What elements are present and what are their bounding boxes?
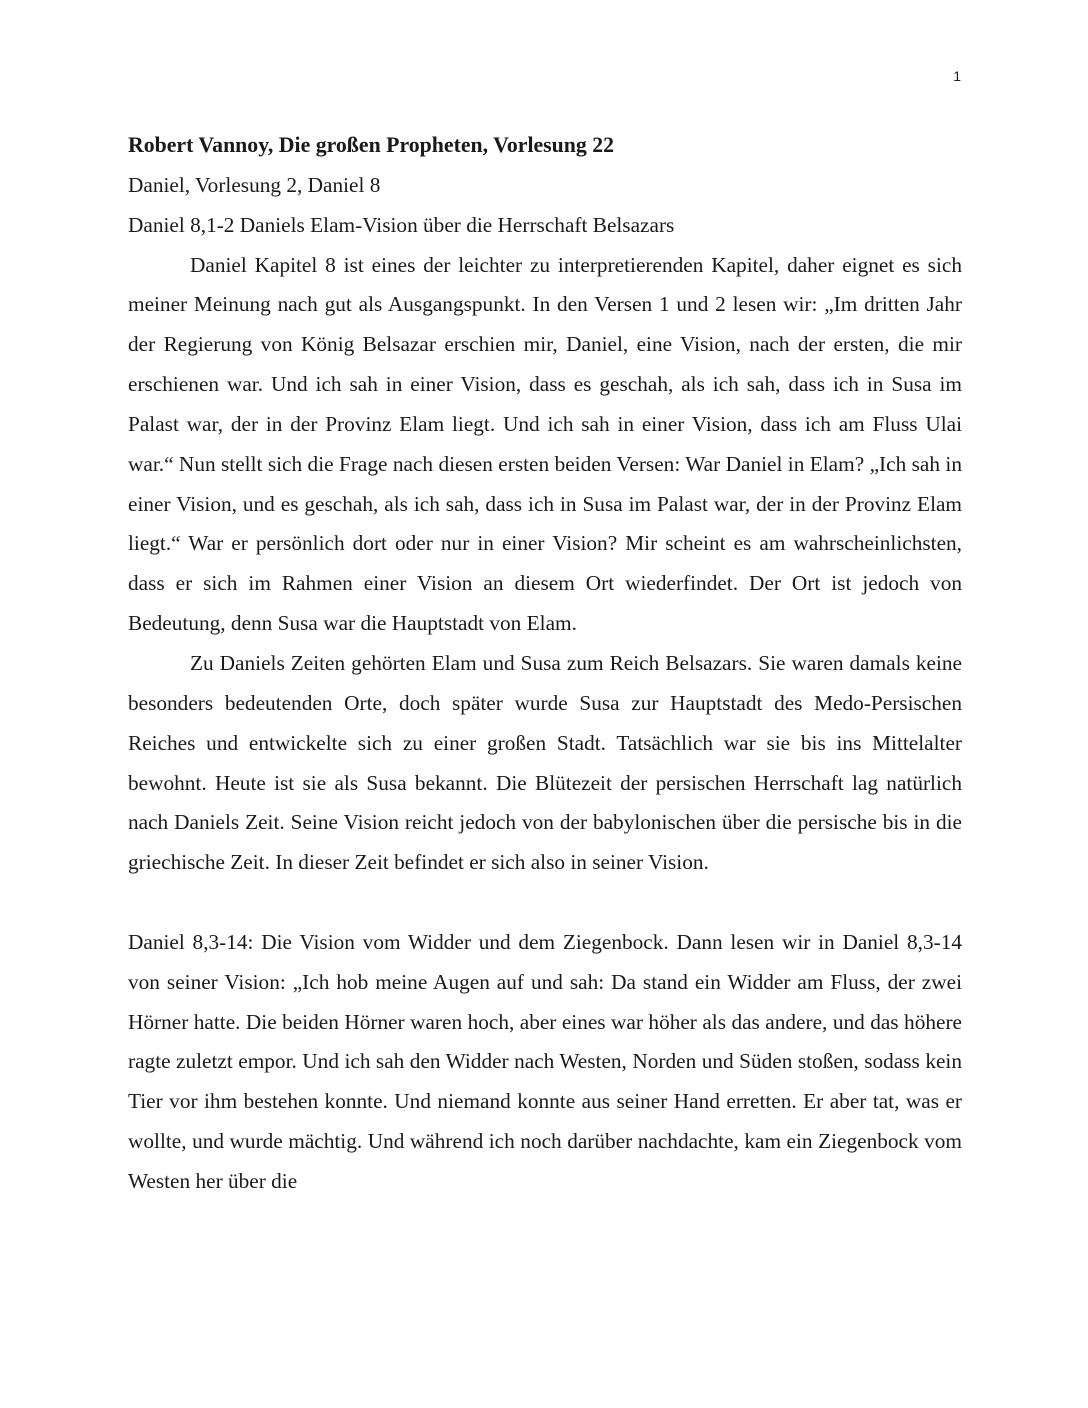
- document-subtitle: Daniel, Vorlesung 2, Daniel 8: [128, 172, 381, 197]
- document-body: [128, 126, 962, 1202]
- paragraph-2: Zu Daniels Zeiten gehörten Elam und Susa zum Reich Belsazars. Sie waren damals keine besonders bedeutenden Orte, doch später wurde Susa zur Hauptstadt des Medo-Persischen Reiches und entwickelte sich zu einer großen Stadt. Tatsächlich war sie bis ins Mittelalter bewohnt. Heute ist sie als Susa bekannt. Die Blütezeit der persischen Herrschaft lag natürlich nach Daniels Zeit. Seine Vision reicht jedoch von der babylonischen über die persische bis in die griechische Zeit. In dieser Zeit befindet er sich also in seiner Vision.: [128, 650, 962, 875]
- section-heading: Daniel 8,1-2 Daniels Elam-Vision über die Herrschaft Belsazars: [128, 212, 675, 237]
- document-title: Robert Vannoy, Die großen Propheten, Vorlesung 22: [128, 133, 615, 157]
- page-number: 1: [953, 68, 961, 84]
- paragraph-1: Daniel Kapitel 8 ist eines der leichter zu interpretierenden Kapitel, daher eignet es sich meiner Meinung nach gut als Ausgangspunkt. In den Versen 1 und 2 lesen wir: „Im dritten Jahr der Regierung von König Belsazar erschien mir, Daniel, eine Vision, nach der ersten, die mir erschienen war. Und ich sah in einer Vision, dass es geschah, als ich sah, dass ich in Susa im Palast war, der in der Provinz Elam liegt. Und ich sah in einer Vision, dass ich am Fluss Ulai war.“ Nun stellt sich die Frage nach diesen ersten beiden Versen: War Daniel in Elam? „Ich sah in einer Vision, und es geschah, als ich sah, dass ich in Susa im Palast war, der in der Provinz Elam liegt.“ War er persönlich dort oder nur in einer Vision? Mir scheint es am wahrscheinlichsten, dass er sich im Rahmen einer Vision an diesem Ort wiederfindet. Der Ort ist jedoch von Bedeutung, denn Susa war die Hauptstadt von Elam.: [128, 252, 962, 636]
- paragraph-3: Daniel 8,3-14: Die Vision vom Widder und dem Ziegenbock. Dann lesen wir in Daniel 8,3-14 von seiner Vision: „Ich hob meine Augen auf und sah: Da stand ein Widder am Fluss, der zwei Hörner hatte. Die beiden Hörner waren hoch, aber eines war höher als das andere, und das höhere ragte zuletzt empor. Und ich sah den Widder nach Westen, Norden und Süden stoßen, sodass kein Tier vor ihm bestehen konnte. Und niemand konnte aus seiner Hand erretten. Er aber tat, was er wollte, und wurde mächtig. Und während ich noch darüber nachdachte, kam ein Ziegenbock vom Westen her über die: [128, 929, 962, 1193]
- paragraph-spacer: [128, 883, 962, 923]
